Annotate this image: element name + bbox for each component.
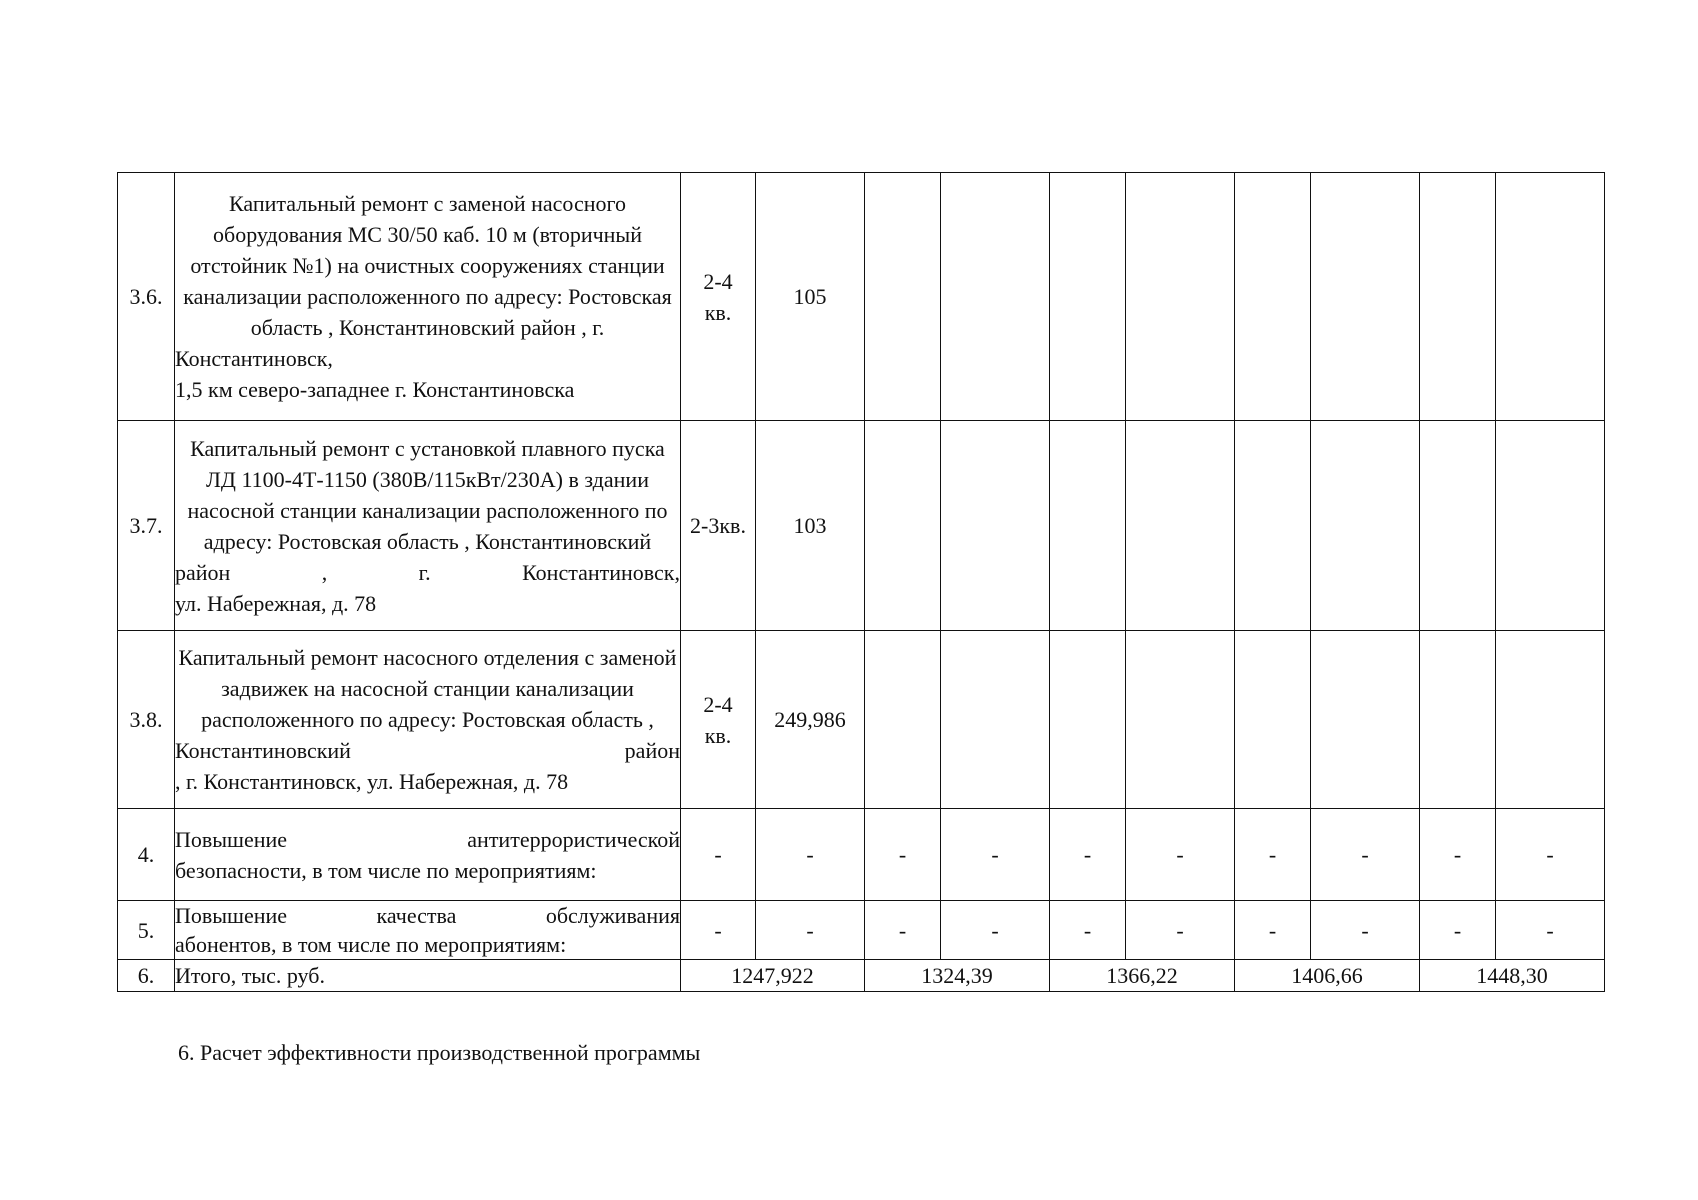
empty-cell xyxy=(1050,173,1126,421)
empty-cell xyxy=(1420,173,1496,421)
production-program-table xyxy=(117,172,1605,992)
dash-cell: - xyxy=(681,809,756,901)
dash-cell: - xyxy=(1126,901,1235,960)
dash-cell: - xyxy=(1420,901,1496,960)
table-row xyxy=(118,173,1605,421)
row-period: 2-4 кв. xyxy=(681,631,756,809)
dash-cell: - xyxy=(941,901,1050,960)
total-row xyxy=(118,960,1605,992)
empty-cell xyxy=(1311,173,1420,421)
row-description: Капитальный ремонт с установкой плавного пуска ЛД 1100-4Т-1150 (380В/115кВт/230А) в здании насосной станции канализации расположенного по адресу: Ростовская область , Константиновский район , г. Константиновск, ул. Набережная, д. 78 xyxy=(175,421,681,631)
table-row xyxy=(118,901,1605,960)
dash-cell: - xyxy=(1235,901,1311,960)
total-value: 1247,922 xyxy=(681,960,865,992)
empty-cell xyxy=(941,421,1050,631)
table-row xyxy=(118,631,1605,809)
empty-cell xyxy=(865,173,941,421)
empty-cell xyxy=(1050,631,1126,809)
dash-cell: - xyxy=(1050,809,1126,901)
empty-cell xyxy=(1311,421,1420,631)
total-value: 1406,66 xyxy=(1235,960,1420,992)
empty-cell xyxy=(1420,421,1496,631)
empty-cell xyxy=(1496,173,1605,421)
dash-cell: - xyxy=(1311,809,1420,901)
row-number: 5. xyxy=(118,901,175,960)
row-number: 4. xyxy=(118,809,175,901)
empty-cell xyxy=(1496,421,1605,631)
total-value: 1366,22 xyxy=(1050,960,1235,992)
row-value: 103 xyxy=(756,421,865,631)
row-description: Повышение антитеррористической безопасности, в том числе по мероприятиям: xyxy=(175,809,681,901)
dash-cell: - xyxy=(1496,901,1605,960)
dash-cell: - xyxy=(1235,809,1311,901)
empty-cell xyxy=(865,631,941,809)
row-number: 3.6. xyxy=(118,173,175,421)
dash-cell: - xyxy=(681,901,756,960)
dash-cell: - xyxy=(1496,809,1605,901)
row-number: 3.7. xyxy=(118,421,175,631)
empty-cell xyxy=(941,173,1050,421)
empty-cell xyxy=(1311,631,1420,809)
empty-cell xyxy=(1235,631,1311,809)
dash-cell: - xyxy=(941,809,1050,901)
row-period: 2-4 кв. xyxy=(681,173,756,421)
empty-cell xyxy=(1235,173,1311,421)
empty-cell xyxy=(865,421,941,631)
dash-cell: - xyxy=(1420,809,1496,901)
row-period: 2-3кв. xyxy=(681,421,756,631)
empty-cell xyxy=(1126,173,1235,421)
empty-cell xyxy=(941,631,1050,809)
empty-cell xyxy=(1126,631,1235,809)
total-value: 1448,30 xyxy=(1420,960,1605,992)
total-label: Итого, тыс. руб. xyxy=(175,960,681,992)
row-description: Капитальный ремонт с заменой насосного оборудования МС 30/50 каб. 10 м (вторичный отстойник №1) на очистных сооружениях станции канализации расположенного по адресу: Ростовская область , Константиновский район , г. Константиновск, 1,5 км северо-западнее г. Константиновска xyxy=(175,173,681,421)
table-row xyxy=(118,421,1605,631)
dash-cell: - xyxy=(865,809,941,901)
total-value: 1324,39 xyxy=(865,960,1050,992)
dash-cell: - xyxy=(865,901,941,960)
empty-cell xyxy=(1420,631,1496,809)
row-number: 3.8. xyxy=(118,631,175,809)
row-description: Повышение качества обслуживания абонентов, в том числе по мероприятиям: xyxy=(175,901,681,960)
empty-cell xyxy=(1235,421,1311,631)
row-description: Капитальный ремонт насосного отделения с заменой задвижек на насосной станции канализации расположенного по адресу: Ростовская область , Константиновский район , г. Константиновск, ул. Набережная, д. 78 xyxy=(175,631,681,809)
dash-cell: - xyxy=(1126,809,1235,901)
dash-cell: - xyxy=(1050,901,1126,960)
section-heading: 6. Расчет эффективности производственной программы xyxy=(178,1040,701,1065)
empty-cell xyxy=(1050,421,1126,631)
dash-cell: - xyxy=(756,809,865,901)
row-value: 105 xyxy=(756,173,865,421)
empty-cell xyxy=(1126,421,1235,631)
dash-cell: - xyxy=(1311,901,1420,960)
row-value: 249,986 xyxy=(756,631,865,809)
dash-cell: - xyxy=(756,901,865,960)
empty-cell xyxy=(1496,631,1605,809)
row-number: 6. xyxy=(118,960,175,992)
table-row xyxy=(118,809,1605,901)
